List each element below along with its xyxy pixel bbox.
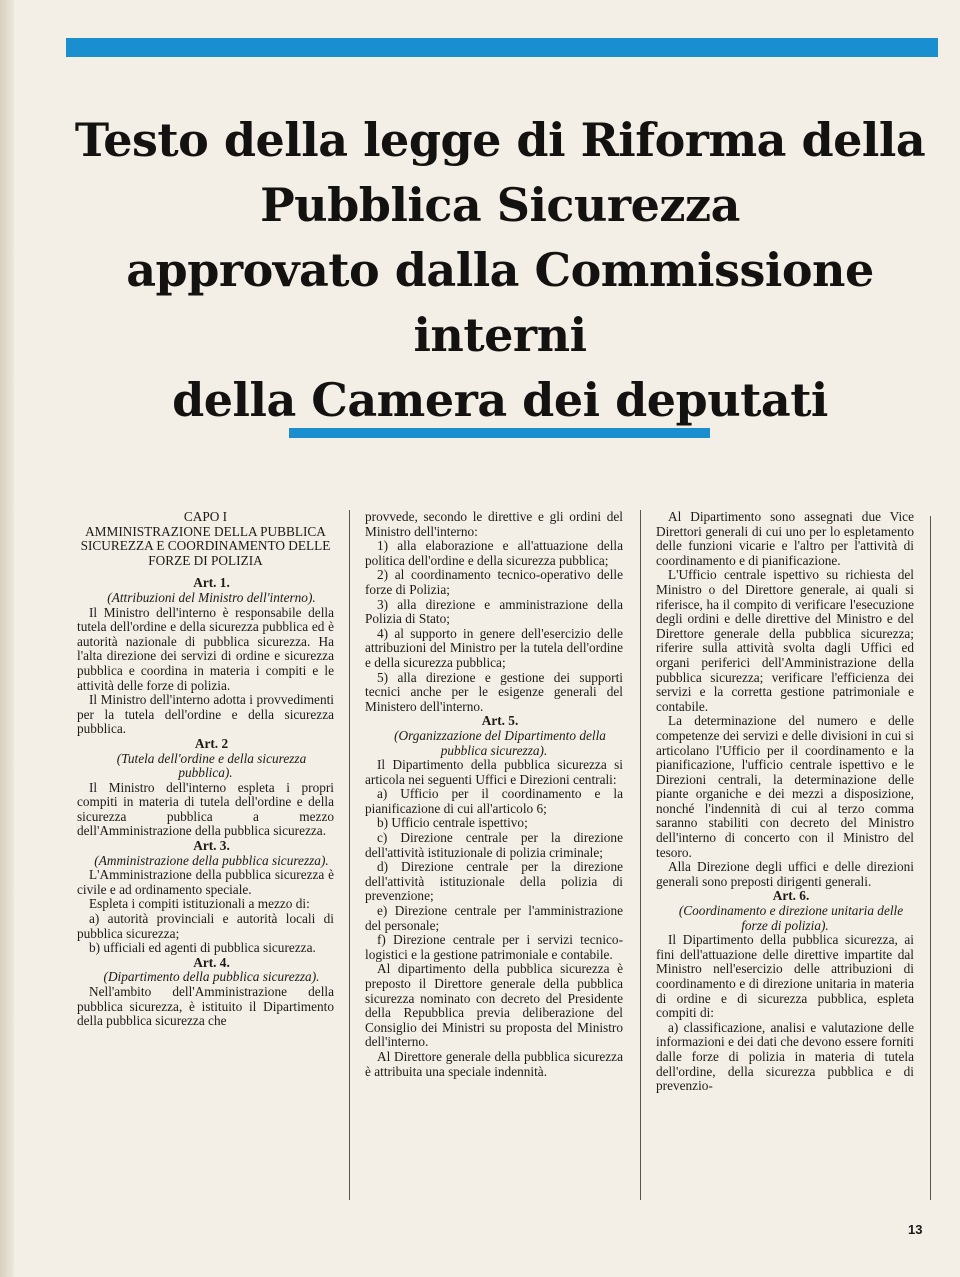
article-3-title: Art. 3.: [193, 838, 230, 854]
article-4-title: Art. 4.: [193, 954, 230, 970]
article-3-paragraph: L'Amministrazione della pubblica sicurezza è civile e ad ordinamento speciale.: [77, 867, 334, 897]
article-3-item: b) ufficiali ed agenti di pubblica sicurezza.: [89, 940, 316, 956]
article-5-item: d) Direzione centrale per la direzione dell'attività istituzionale della polizia di prevenzione;: [365, 859, 623, 904]
article-2-title: Art. 2: [194, 735, 229, 751]
article-2-subtitle: (Tutela dell'ordine e della sicurezza pubblica).: [116, 750, 307, 781]
column-1: [77, 510, 334, 1200]
top-accent-bar: [66, 38, 938, 57]
chapter-header: [77, 510, 334, 568]
article-5-item: c) Direzione centrale per la direzione dell'attività istituzionale di polizia criminale;: [365, 830, 623, 860]
article-4-continuation: provvede, secondo le direttive e gli ordini del Ministro dell'interno:: [365, 510, 623, 539]
article-3-subtitle: (Amministrazione della pubblica sicurezza).: [94, 852, 329, 868]
article-5-paragraph: Al Direttore generale della pubblica sicurezza è attribuita una speciale indennità.: [365, 1048, 623, 1079]
article-6-lead: Il Dipartimento della pubblica sicurezza, ai fini dell'attuazione delle direttive impartite dal Ministro nell'esercizio delle attribuzioni di coordinamento e di direzione unitaria in materia di ordine e di sicurezza pubblica, espleta compiti di:: [656, 932, 914, 1021]
article-5-continuation: Al Dipartimento sono assegnati due Vice Direttori generali di cui uno per lo espletamento delle funzioni vicarie e l'altro per l'attività di coordinamento e di pianificazione.: [656, 510, 914, 568]
column-rule: [640, 510, 641, 1200]
column-rule: [930, 516, 931, 1200]
article-3-item: a) autorità provinciali e autorità locali di pubblica sicurezza;: [77, 911, 334, 941]
title-line-3: approvato dalla Commissione interni: [126, 243, 874, 362]
title-line-1: Testo della legge di Riforma della: [74, 113, 926, 167]
column-rule: [349, 510, 350, 1200]
article-5-continuation: La determinazione del numero e delle competenze dei servizi e delle divisioni in cui si articolano l'Ufficio per il coordinamento e la pianificazione, l'ufficio centrale ispettivo e le Direzioni centrali, la determinazione delle piante organiche e dei mezzi a disposizione, nonché l'indennità di cui al terzo comma saranno stabiliti con decreto del Ministro dell'interno di concerto con il Ministro del tesoro.: [656, 713, 914, 860]
article-5-item: b) Ufficio centrale ispettivo;: [377, 815, 528, 831]
page-number: 13: [908, 1222, 923, 1237]
column-2: [365, 510, 623, 1200]
page-title: [60, 108, 940, 433]
article-2-paragraph: Il Ministro dell'interno espleta i propri compiti in materia di tutela dell'ordine e della sicurezza pubblica a mezzo dell'Amministrazione della pubblica sicurezza.: [77, 779, 334, 839]
article-1-title: Art. 1.: [193, 575, 230, 591]
chapter-number: CAPO I: [183, 510, 228, 524]
article-5-item: a) Ufficio per il coordinamento e la pianificazione di cui all'articolo 6;: [365, 786, 623, 816]
article-4-item: 4) al supporto in genere dell'esercizio delle attribuzioni del Ministro per la tutela dell'ordine e della sicurezza pubblica;: [365, 625, 623, 670]
article-5-title: Art. 5.: [481, 713, 519, 729]
article-6-item: a) classificazione, analisi e valutazione delle informazioni e dei dati che devono essere forniti dalle forze di polizia in materia di tutela dell'ordine, della sicurezza pubblica e di prevenzio-: [656, 1019, 914, 1094]
article-5-subtitle: (Organizzazione del Dipartimento della pubblica sicurezza).: [394, 727, 606, 758]
article-5-paragraph: Al dipartimento della pubblica sicurezza è preposto il Direttore generale della pubblica sicurezza nominato con decreto del Presidente della Repubblica previa deliberazione del Consiglio dei Ministri su proposta del Ministro dell'interno.: [365, 961, 623, 1050]
article-4-item: 5) alla direzione e gestione dei supporti tecnici anche per le esigenze generali del Ministero dell'interno.: [365, 669, 623, 714]
article-6-subtitle: (Coordinamento e direzione unitaria delle forze di polizia).: [678, 903, 904, 933]
page-spine: [0, 0, 14, 1277]
title-line-4: della Camera dei deputati: [172, 373, 828, 427]
article-5-item: e) Direzione centrale per l'amministrazione del personale;: [365, 903, 623, 933]
article-1-paragraph: Il Ministro dell'interno è responsabile della tutela dell'ordine e della sicurezza pubblica ed è autorità nazionale di pubblica sicurezza. Ha l'alta direzione dei servizi di ordine e sicurezza pubblica e coordina in materia i compiti e le attività delle forze di polizia.: [77, 604, 334, 693]
article-5-lead: Il Dipartimento della pubblica sicurezza si articola nei seguenti Uffici e Direzioni centrali:: [365, 757, 623, 787]
article-4-item: 3) alla direzione e amministrazione della Polizia di Stato;: [365, 596, 623, 627]
article-4-item: 1) alla elaborazione e all'attuazione della politica dell'ordine e della sicurezza pubblica;: [365, 538, 623, 568]
title-divider-bar: [289, 428, 710, 438]
article-1-subtitle: (Attribuzioni del Ministro dell'interno).: [107, 589, 316, 605]
article-5-continuation: Alla Direzione degli uffici e delle direzioni generali sono preposti dirigenti generali.: [656, 859, 914, 889]
article-3-paragraph: Espleta i compiti istituzionali a mezzo di:: [89, 896, 310, 912]
chapter-heading: AMMINISTRAZIONE DELLA PUBBLICA SICUREZZA E COORDINAMENTO DELLE FORZE DI POLIZIA: [80, 523, 331, 568]
article-6-title: Art. 6.: [772, 888, 810, 904]
article-5-item: f) Direzione centrale per i servizi tecnico-logistici e la gestione patrimoniale e contabile.: [365, 932, 623, 962]
article-4-subtitle: (Dipartimento della pubblica sicurezza).: [103, 969, 320, 985]
article-4-paragraph: Nell'ambito dell'Amministrazione della pubblica sicurezza, è istituito il Dipartimento della pubblica sicurezza che: [77, 984, 334, 1029]
article-4-item: 2) al coordinamento tecnico-operativo delle forze di Polizia;: [365, 567, 623, 597]
article-1-paragraph: Il Ministro dell'interno adotta i provvedimenti per la tutela dell'ordine e della sicurezza pubblica.: [77, 692, 334, 737]
title-line-2: Pubblica Sicurezza: [260, 178, 740, 232]
article-5-continuation: L'Ufficio centrale ispettivo su richiesta del Ministro o del Direttore generale, ai quali si riferisce, ha il compito di verificare l'esecuzione degli ordini e delle direttive del Ministro e del Direttore generale della pubblica sicurezza; riferire sulla attività svolta dagli Uffici ed organi periferici dell'Amministrazione della pubblica sicurezza; verificare l'efficienza dei servizi e la corretta gestione patrimoniale e contabile.: [656, 567, 914, 714]
column-3: [656, 510, 914, 1200]
